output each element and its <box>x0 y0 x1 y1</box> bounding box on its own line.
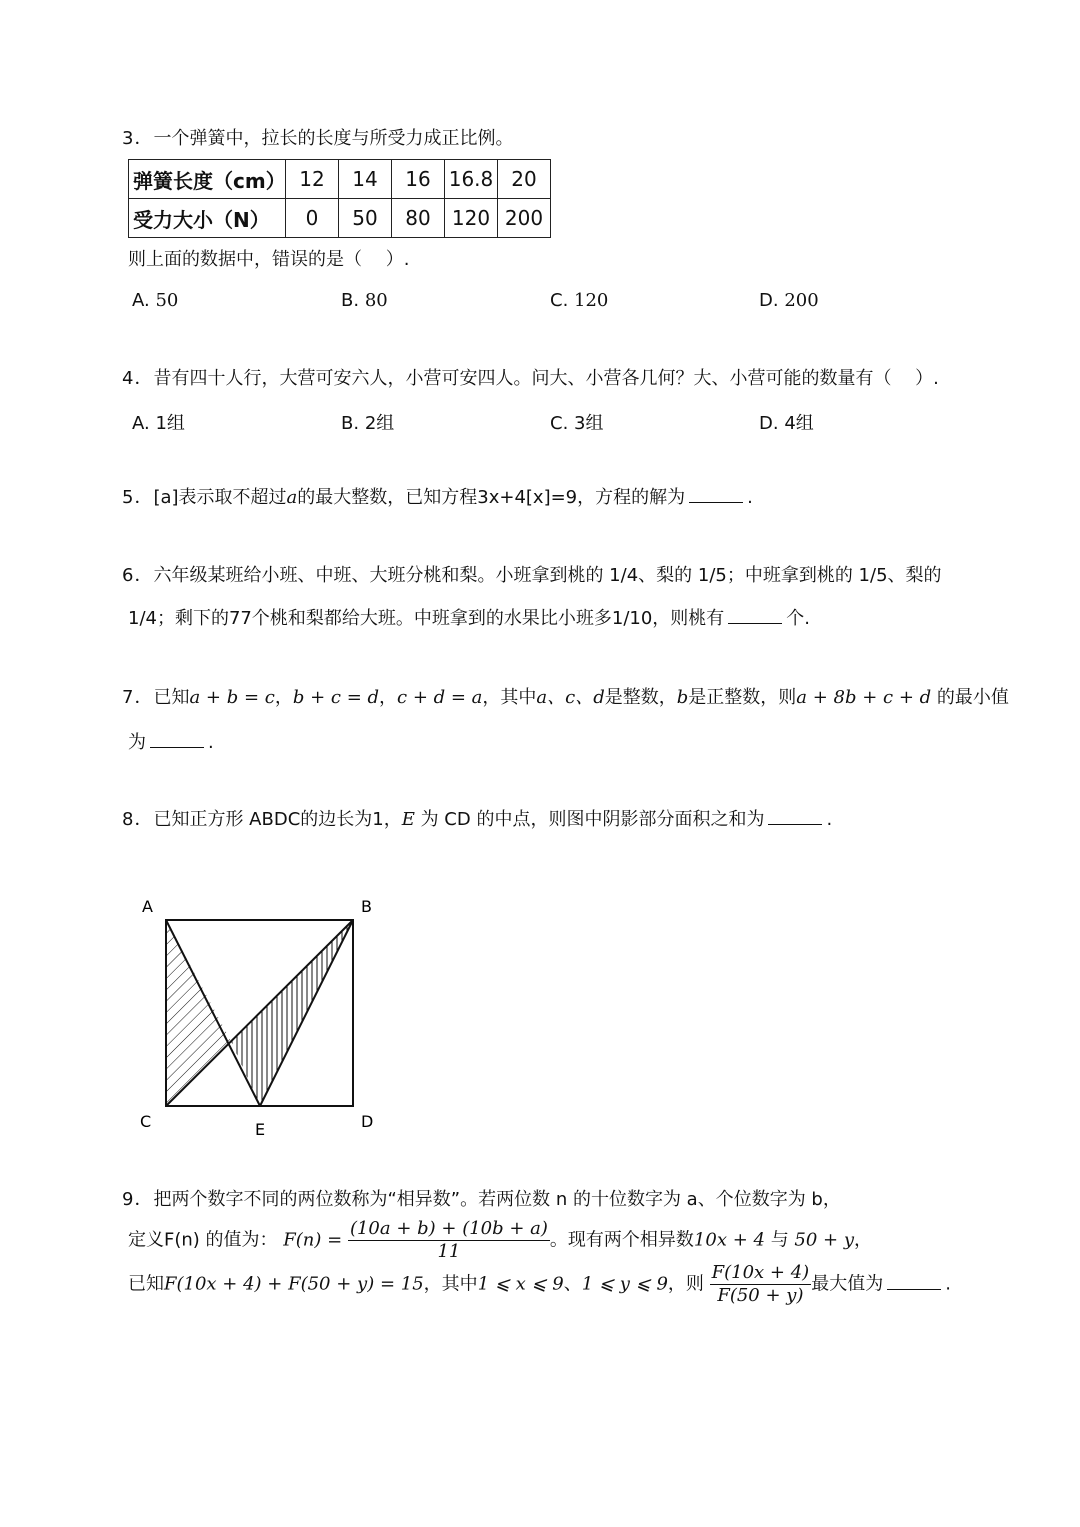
q5-text: 的最大整数，已知方程3x+4[x]=9，方程的解为 <box>297 487 686 508</box>
q3-question: 则上面的数据中，错误的是（ ）. <box>128 249 410 270</box>
option-value: 4组 <box>784 413 814 434</box>
q7-text: ， <box>379 687 398 708</box>
fraction-ratio <box>710 1262 812 1307</box>
option-label: D. <box>759 290 779 311</box>
table-cell: 120 <box>445 199 498 238</box>
end-mark: . <box>826 809 833 830</box>
option-label: C. <box>550 290 569 311</box>
option-a[interactable] <box>132 290 178 311</box>
vertex-label-d: D <box>361 1112 374 1131</box>
math-expr: b + c = d <box>292 687 380 708</box>
math-expr: 10x + 4 <box>693 1229 765 1251</box>
q9-text: ，其中 <box>423 1273 478 1295</box>
end-mark: . <box>747 487 753 508</box>
fraction-denominator: 11 <box>437 1241 461 1262</box>
q7-text: 已知 <box>153 687 190 708</box>
row-header: 弹簧长度（cm） <box>129 160 286 199</box>
fraction-numerator: F(10x + 4) <box>711 1262 810 1283</box>
table-row <box>129 199 551 238</box>
q4-stem: 昔有四十人行，大营可安六人，小营可安四人。问大、小营各几何？大、小营可能的数量有（ ）. <box>153 368 939 389</box>
table-cell: 200 <box>498 199 551 238</box>
q6-line1 <box>122 564 942 588</box>
option-label: A. <box>132 290 150 311</box>
option-d[interactable] <box>759 409 814 435</box>
question-number: 3． <box>122 128 154 149</box>
vertex-label-e: E <box>255 1120 266 1139</box>
answer-blank[interactable] <box>768 810 822 825</box>
q5-text: [a]表示取不超过 <box>153 487 287 508</box>
table-cell: 0 <box>286 199 339 238</box>
q7-text: 的最小值 <box>931 687 1009 708</box>
table-cell: 80 <box>392 199 445 238</box>
q7-line2 <box>128 731 214 755</box>
math-expr: F(10x + 4) + F(50 + y) = 15 <box>164 1273 424 1295</box>
q8-text: 已知正方形 ABDC的边长为1， <box>153 809 402 830</box>
fraction-f-n <box>348 1218 550 1263</box>
table-cell: 16.8 <box>445 160 498 199</box>
q3-stem-line <box>122 127 513 151</box>
table-cell: 20 <box>498 160 551 199</box>
question-number: 9． <box>122 1189 154 1210</box>
option-value: 50 <box>155 290 179 311</box>
answer-blank[interactable] <box>728 609 782 624</box>
answer-blank[interactable] <box>887 1275 941 1290</box>
q9-text: 。现有两个相异数 <box>549 1229 694 1251</box>
q3-stem: 一个弹簧中，拉长的长度与所受力成正比例。 <box>153 128 514 149</box>
q9-line1 <box>122 1188 841 1212</box>
option-value: 80 <box>364 290 388 311</box>
spring-data-table <box>128 159 551 238</box>
q9-text: 最大值为 <box>811 1273 884 1295</box>
question-number: 8． <box>122 809 154 830</box>
math-expr: 1 ⩽ y ⩽ 9 <box>581 1273 668 1295</box>
option-a[interactable] <box>132 409 185 435</box>
q7-text: 为 <box>128 732 146 753</box>
option-label: B. <box>341 290 360 311</box>
table-row <box>129 160 551 199</box>
option-value: 120 <box>574 290 609 311</box>
option-label: D. <box>759 413 779 434</box>
math-expr: 50 + y <box>794 1229 855 1251</box>
option-d[interactable] <box>759 290 819 311</box>
math-expr: F(n) = <box>283 1229 343 1251</box>
fraction-numerator: (10a + b) + (10b + a) <box>349 1218 548 1239</box>
q7-text: 是整数， <box>604 687 677 708</box>
q7-line1 <box>122 686 1009 710</box>
answer-blank[interactable] <box>689 488 743 503</box>
table-cell: 16 <box>392 160 445 199</box>
q7-text: ，其中 <box>482 687 537 708</box>
shaded-triangle-left <box>166 920 231 1106</box>
q9-line2 <box>128 1218 872 1263</box>
end-mark: 个. <box>786 608 811 629</box>
table-cell: 50 <box>339 199 392 238</box>
math-var: a <box>286 487 298 508</box>
square-figure <box>130 890 390 1145</box>
q8-text: 为 CD 的中点，则图中阴影部分面积之和为 <box>414 809 765 830</box>
option-b[interactable] <box>341 290 388 311</box>
q9-line3 <box>128 1262 951 1307</box>
question-number: 7． <box>122 687 154 708</box>
q6-text: 六年级某班给小班、中班、大班分桃和梨。小班拿到桃的 1/4、梨的 1/5；中班拿到桃的 1/5、梨的 <box>153 565 942 586</box>
math-expr: a、c、d <box>536 687 605 708</box>
shaded-triangle-right <box>231 920 353 1106</box>
option-value: 3组 <box>574 413 604 434</box>
math-expr: a + 8b + c + d <box>796 687 932 708</box>
q7-text: ， <box>274 687 293 708</box>
q9-text: ，则 <box>667 1273 704 1295</box>
vertex-label-c: C <box>140 1112 152 1131</box>
option-label: C. <box>550 413 569 434</box>
math-expr: b <box>676 687 689 708</box>
math-var: E <box>401 809 415 830</box>
option-label: B. <box>341 413 360 434</box>
q9-text: 、 <box>563 1273 582 1295</box>
vertex-label-a: A <box>142 897 153 916</box>
vertex-label-b: B <box>361 897 372 916</box>
q9-text: ， <box>854 1229 873 1251</box>
answer-blank[interactable] <box>150 733 204 748</box>
table-cell: 12 <box>286 160 339 199</box>
math-expr: a + b = c <box>189 687 275 708</box>
option-c[interactable] <box>550 290 608 311</box>
q8-line <box>122 808 832 832</box>
q5-line <box>122 486 753 510</box>
q9-text: 把两个数字不同的两位数称为“相异数”。若两位数 n 的十位数字为 a、个位数字为 b， <box>153 1189 841 1210</box>
table-cell: 14 <box>339 160 392 199</box>
question-number: 5． <box>122 487 154 508</box>
option-value: 200 <box>784 290 819 311</box>
q6-text: 1/4；剩下的77个桃和梨都给大班。中班拿到的水果比小班多1/10，则桃有 <box>128 608 725 629</box>
question-number: 4． <box>122 368 154 389</box>
q6-line2 <box>128 607 810 631</box>
q4-stem-line <box>122 367 939 391</box>
q9-text: 已知 <box>128 1273 164 1295</box>
option-c[interactable] <box>550 409 603 435</box>
q9-text: 与 <box>764 1229 795 1251</box>
question-number: 6． <box>122 565 154 586</box>
q7-text: 是正整数，则 <box>688 687 797 708</box>
option-label: A. <box>132 413 150 434</box>
fraction-denominator: F(50 + y) <box>717 1285 804 1306</box>
end-mark: . <box>208 732 214 753</box>
end-mark: . <box>945 1273 951 1295</box>
math-expr: c + d = a <box>397 687 483 708</box>
math-expr: 1 ⩽ x ⩽ 9 <box>477 1273 564 1295</box>
option-b[interactable] <box>341 409 394 435</box>
q9-text: 定义F(n) 的值为： <box>128 1229 278 1251</box>
row-header: 受力大小（N） <box>129 199 286 238</box>
option-value: 2组 <box>364 413 395 434</box>
option-value: 1组 <box>155 413 185 434</box>
